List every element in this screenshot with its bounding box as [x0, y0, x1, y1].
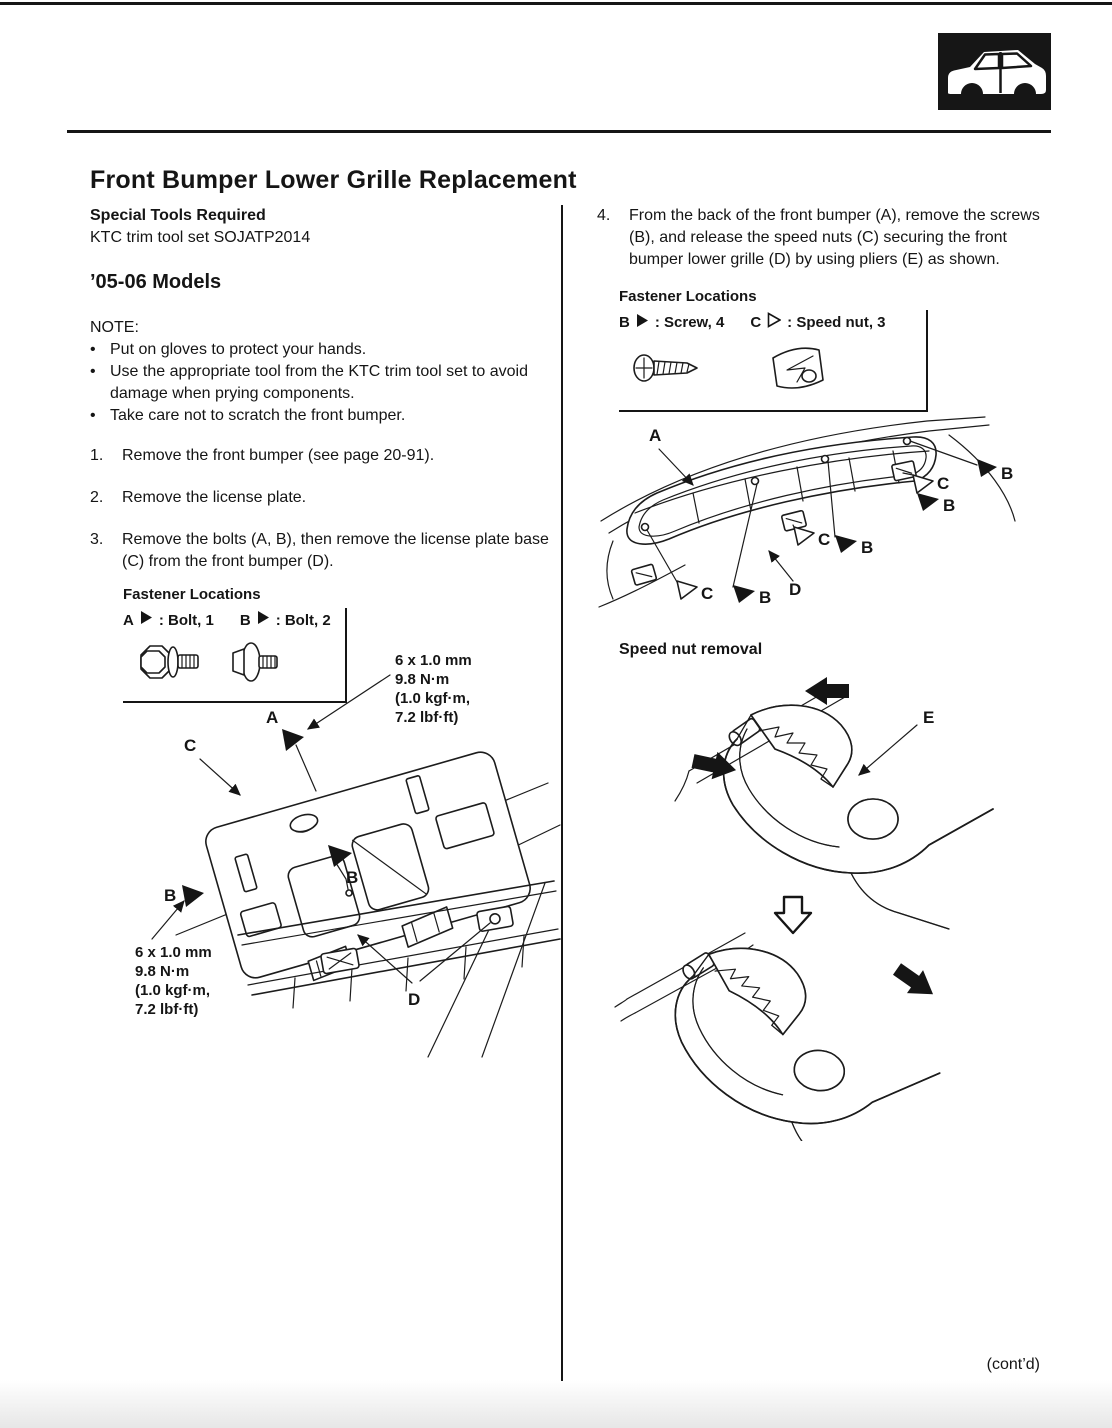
note-item	[90, 361, 566, 405]
license-plate-base-figure	[90, 583, 566, 1065]
callout-d: D	[408, 990, 421, 1009]
callout-c: C	[184, 736, 197, 755]
note-text: Put on gloves to protect your hands.	[110, 341, 367, 358]
step-number: 4.	[597, 207, 611, 224]
right-column	[597, 205, 1057, 1141]
filled-triangle-marker	[636, 313, 649, 334]
top-border-rule	[0, 2, 1112, 5]
callout-b: B	[1001, 464, 1014, 483]
pliers-removing-speed-nut	[615, 933, 951, 1141]
open-triangle-marker	[767, 312, 781, 334]
callout-b: B	[759, 588, 772, 607]
step-2	[90, 487, 566, 509]
note-item	[90, 339, 566, 361]
step-number: 3.	[90, 531, 104, 548]
filled-triangle-marker	[282, 729, 304, 751]
callout-b: B	[861, 538, 874, 557]
open-triangle-marker	[677, 581, 697, 599]
open-triangle-marker	[913, 475, 933, 493]
fastener-desc: : Screw, 4	[654, 314, 725, 331]
step-text: Remove the front bumper (see page 20-91).	[122, 447, 435, 464]
fastener-letter: A	[123, 611, 134, 629]
fastener-legend-heading: Fastener Locations	[123, 586, 261, 603]
torque-spec-bottom: 6 x 1.0 mm 9.8 N·m (1.0 kgf·m, 7.2 lbf·ft)	[135, 944, 212, 1018]
left-column	[90, 205, 566, 1065]
callout-e: E	[923, 708, 935, 727]
bullet-marker: •	[90, 363, 96, 380]
models-heading: ’05-06 Models	[90, 271, 222, 293]
note-item	[90, 405, 566, 427]
callout-b: B	[164, 886, 177, 905]
fastener-letter: C	[750, 314, 762, 331]
note-text: Take care not to scratch the front bumper.	[110, 407, 406, 424]
car-body-icon	[938, 33, 1051, 110]
step-list	[90, 445, 566, 573]
bumper-grille-figure	[597, 409, 1057, 625]
note-label: NOTE:	[90, 319, 139, 336]
fastener-letter: B	[619, 314, 630, 331]
down-arrow-icon	[775, 897, 811, 933]
special-tools-heading: Special Tools Required	[90, 207, 266, 224]
open-triangle-marker	[794, 527, 814, 545]
callout-b: B	[943, 496, 956, 515]
step-text: Remove the bolts (A, B), then remove the license plate base (C) from the front bumper (D).	[122, 531, 549, 570]
callout-c: C	[701, 584, 714, 603]
filled-triangle-marker	[182, 885, 204, 907]
filled-triangle-marker	[835, 535, 857, 553]
bullet-marker: •	[90, 341, 96, 358]
callout-a: A	[266, 708, 279, 727]
page-title: Front Bumper Lower Grille Replacement	[90, 165, 577, 194]
callout-b: B	[346, 868, 359, 887]
continued-label: (cont’d)	[986, 1356, 1040, 1373]
speed-nut-icon	[767, 342, 829, 400]
fastener-desc: : Speed nut, 3	[787, 314, 886, 331]
fastener-legend-heading: Fastener Locations	[619, 288, 757, 305]
speed-nut-removal-figure	[597, 669, 1057, 1141]
note-list	[90, 339, 566, 427]
note-text: Use the appropriate tool from the KTC trim tool set to avoid damage when prying components.	[110, 363, 528, 402]
filled-triangle-marker	[917, 493, 939, 511]
step-4	[597, 205, 1057, 271]
license-plate-base	[202, 749, 538, 999]
bullet-marker: •	[90, 407, 96, 424]
step-text: From the back of the front bumper (A), remove the screws (B), and release the speed nuts (C) securing the front bumper lower grille (D) by using pliers (E) as shown.	[629, 207, 1040, 268]
step-number: 1.	[90, 447, 104, 464]
filled-triangle-marker	[977, 459, 997, 477]
header-rule	[67, 130, 1051, 133]
callout-c: C	[937, 474, 950, 493]
fastener-desc: : Bolt, 2	[275, 611, 331, 629]
pliers-drawing	[597, 669, 1057, 1141]
speed-nut-removal-heading: Speed nut removal	[619, 641, 763, 658]
fastener-legend-right	[619, 287, 928, 412]
callout-c: C	[818, 530, 831, 549]
step-3	[90, 529, 566, 573]
plate-base-drawing	[90, 583, 566, 1065]
tapping-screw-icon	[631, 348, 707, 394]
step-number: 2.	[90, 489, 104, 506]
fastener-desc: : Bolt, 1	[158, 611, 214, 629]
step-text: Remove the license plate.	[122, 489, 307, 506]
pliers-gripping-speed-nut	[675, 685, 993, 929]
step-1	[90, 445, 566, 467]
callout-d: D	[789, 580, 802, 599]
torque-spec-top: 6 x 1.0 mm 9.8 N·m (1.0 kgf·m, 7.2 lbf·ft)	[395, 652, 472, 726]
callout-a: A	[649, 426, 662, 445]
filled-triangle-marker	[733, 585, 755, 603]
fastener-legend-box	[619, 310, 928, 412]
lower-grille	[627, 437, 936, 544]
bumper-grille-drawing	[597, 409, 1057, 625]
special-tools-item: KTC trim tool set SOJATP2014	[90, 229, 311, 246]
fastener-letter: B	[239, 611, 251, 629]
